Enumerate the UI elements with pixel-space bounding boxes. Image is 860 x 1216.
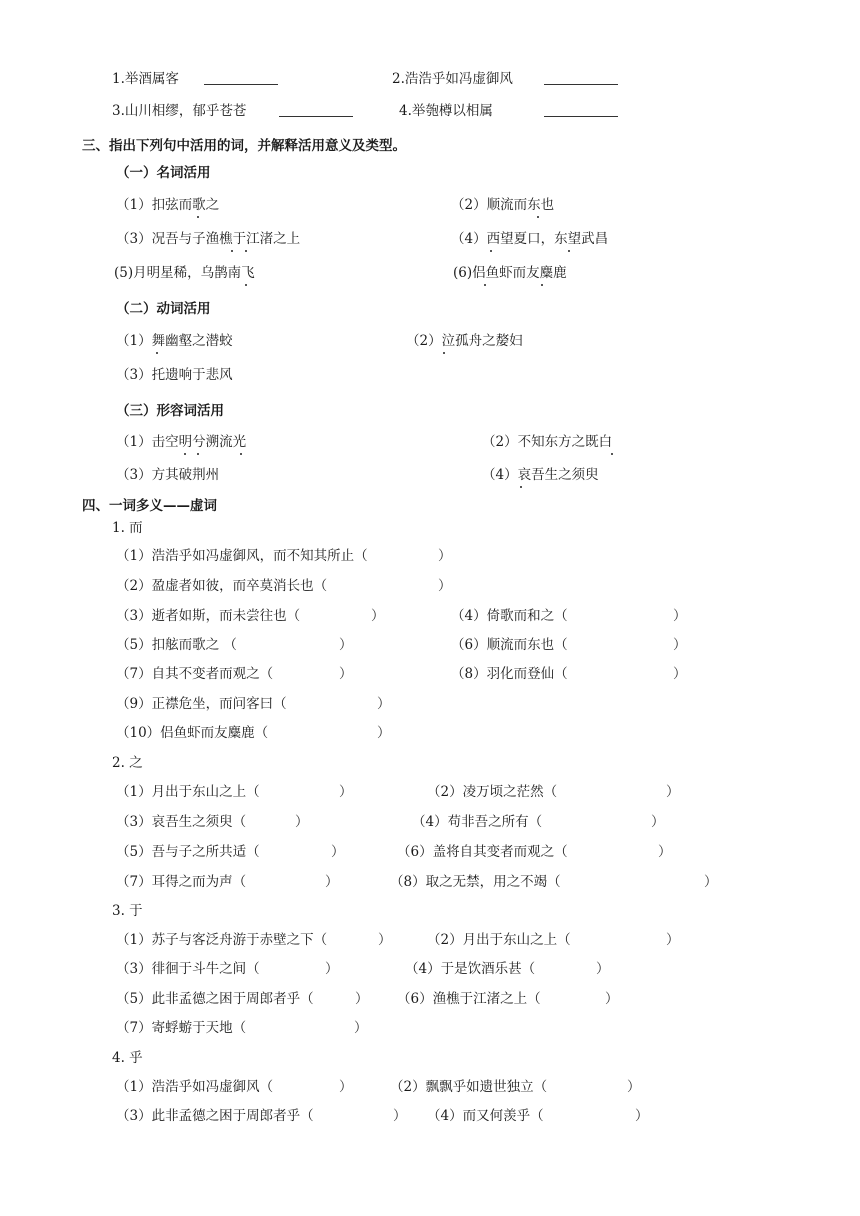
q-item: （1）苏子与客泛舟游于赤壁之下（	[116, 932, 328, 948]
q-item: （9）正襟危坐，而问客曰（	[116, 696, 287, 712]
answer-paren-close[interactable]: ）	[325, 874, 339, 890]
sub3-item: （3）方其破荆州	[116, 467, 220, 483]
emphasis-dot	[245, 284, 247, 286]
s2-item-3: 3.山川相缪，郁乎苍苍	[112, 103, 247, 119]
answer-blank[interactable]	[544, 116, 618, 117]
answer-paren-close[interactable]: ）	[331, 844, 345, 860]
answer-paren-close[interactable]: ）	[355, 991, 369, 1007]
q-item: （6）盖将自其变者而观之（	[397, 844, 568, 860]
emphasis-dot	[484, 284, 486, 286]
sub1-item: （1）扣弦而歌之	[116, 197, 220, 213]
q-item: （4）倚歌而和之（	[451, 608, 568, 624]
sub2-item: （1）舞幽壑之潜蛟	[116, 333, 233, 349]
answer-paren-close[interactable]: ）	[339, 784, 353, 800]
sub2-item: （3）托遗响于悲风	[116, 367, 233, 383]
q-item: （2）盈虚者如彼，而卒莫消长也（	[116, 578, 328, 594]
q-item: （2）月出于东山之上（	[427, 932, 571, 948]
q-item: （3）此非孟德之困于周郎者乎（	[116, 1108, 314, 1124]
section3-title: 三、指出下列句中活用的词，并解释活用意义及类型。	[82, 138, 406, 154]
sub2-title: （二）动词活用	[116, 301, 211, 317]
q-item: （7）寄蜉蝣于天地（	[116, 1020, 247, 1036]
answer-blank[interactable]	[544, 84, 618, 85]
sub1-item: (6)侣鱼虾而友麋鹿	[453, 265, 567, 281]
answer-paren-close[interactable]: ）	[673, 608, 687, 624]
answer-paren-close[interactable]: ）	[666, 932, 680, 948]
answer-paren-close[interactable]: ）	[295, 814, 309, 830]
answer-paren-close[interactable]: ）	[393, 1108, 407, 1124]
answer-paren-close[interactable]: ）	[651, 814, 665, 830]
group-head: 3. 于	[112, 903, 143, 919]
sub1-item: （4）西望夏口，东望武昌	[451, 231, 609, 247]
emphasis-dot	[156, 352, 158, 354]
answer-paren-close[interactable]: ）	[673, 637, 687, 653]
q-item: （3）逝者如斯，而未尝往也（	[116, 608, 301, 624]
q-item: （10）侣鱼虾而友麋鹿（	[116, 725, 269, 741]
q-item: （8）取之无禁，用之不竭（	[390, 874, 561, 890]
s2-item-1: 1.举酒属客	[112, 71, 179, 87]
sub3-item: （4）哀吾生之须臾	[482, 467, 599, 483]
answer-paren-close[interactable]: ）	[666, 784, 680, 800]
section4-title: 四、一词多义——虚词	[82, 498, 217, 514]
sub3-item: （2）不知东方之既白	[482, 434, 613, 450]
q-item: （2）凌万顷之茫然（	[427, 784, 558, 800]
sub1-item: （3）况吾与子渔樵于江渚之上	[116, 231, 301, 247]
q-item: （4）苟非吾之所有（	[412, 814, 543, 830]
q-item: （1）浩浩乎如冯虚御风，而不知其所止（	[116, 548, 368, 564]
sub1-item: (5)月明星稀，乌鹊南飞	[114, 265, 255, 281]
q-item: （4）而又何羡乎（	[427, 1108, 544, 1124]
sub2-item: （2）泣孤舟之嫠妇	[406, 333, 523, 349]
answer-paren-close[interactable]: ）	[596, 961, 610, 977]
answer-paren-close[interactable]: ）	[658, 844, 672, 860]
q-item: （3）徘徊于斗牛之间（	[116, 961, 260, 977]
sub1-item: （2）顺流而东也	[451, 197, 555, 213]
q-item: （7）自其不变者而观之（	[116, 666, 274, 682]
emphasis-dot	[184, 453, 186, 455]
q-item: （6）顺流而东也（	[451, 637, 568, 653]
answer-paren-close[interactable]: ）	[325, 961, 339, 977]
answer-paren-close[interactable]: ）	[605, 991, 619, 1007]
sub1-title: （一）名词活用	[116, 165, 211, 181]
answer-blank[interactable]	[204, 84, 278, 85]
answer-paren-close[interactable]: ）	[339, 637, 353, 653]
sub3-title: （三）形容词活用	[116, 403, 224, 419]
answer-paren-close[interactable]: ）	[377, 725, 391, 741]
answer-paren-close[interactable]: ）	[673, 666, 687, 682]
group-head: 2. 之	[112, 755, 143, 771]
answer-paren-close[interactable]: ）	[339, 666, 353, 682]
emphasis-dot	[443, 352, 445, 354]
answer-paren-close[interactable]: ）	[627, 1079, 641, 1095]
q-item: （1）浩浩乎如冯虚御风（	[116, 1079, 274, 1095]
answer-paren-close[interactable]: ）	[339, 1079, 353, 1095]
sub3-item: （1）击空明兮溯流光	[116, 434, 247, 450]
emphasis-dot	[537, 216, 539, 218]
emphasis-dot	[541, 284, 543, 286]
group-head: 1. 而	[112, 520, 143, 536]
emphasis-dot	[611, 453, 613, 455]
answer-blank[interactable]	[279, 116, 353, 117]
q-item: （8）羽化而登仙（	[451, 666, 568, 682]
s2-item-2: 2.浩浩乎如冯虚御风	[392, 71, 513, 87]
q-item: （1）月出于东山之上（	[116, 784, 260, 800]
q-item: （3）哀吾生之须臾（	[116, 814, 247, 830]
answer-paren-close[interactable]: ）	[438, 578, 452, 594]
q-item: （6）渔樵于江渚之上（	[397, 991, 541, 1007]
q-item: （7）耳得之而为声（	[116, 874, 247, 890]
emphasis-dot	[490, 250, 492, 252]
answer-paren-close[interactable]: ）	[378, 932, 392, 948]
answer-paren-close[interactable]: ）	[438, 548, 452, 564]
answer-paren-close[interactable]: ）	[635, 1108, 649, 1124]
q-item: （2）飘飘乎如遗世独立（	[390, 1079, 548, 1095]
emphasis-dot	[231, 250, 233, 252]
q-item: （4）于是饮酒乐甚（	[405, 961, 536, 977]
answer-paren-close[interactable]: ）	[377, 696, 391, 712]
emphasis-dot	[520, 486, 522, 488]
emphasis-dot	[240, 453, 242, 455]
emphasis-dot	[245, 250, 247, 252]
emphasis-dot	[568, 250, 570, 252]
answer-paren-close[interactable]: ）	[704, 874, 718, 890]
answer-paren-close[interactable]: ）	[354, 1020, 368, 1036]
q-item: （5）扣舷而歌之 （	[116, 637, 237, 653]
emphasis-dot	[197, 453, 199, 455]
answer-paren-close[interactable]: ）	[371, 608, 385, 624]
q-item: （5）此非孟德之困于周郎者乎（	[116, 991, 314, 1007]
emphasis-dot	[197, 216, 199, 218]
q-item: （5）吾与子之所共适（	[116, 844, 260, 860]
group-head: 4. 乎	[112, 1050, 143, 1066]
s2-item-4: 4.举匏樽以相属	[399, 103, 493, 119]
